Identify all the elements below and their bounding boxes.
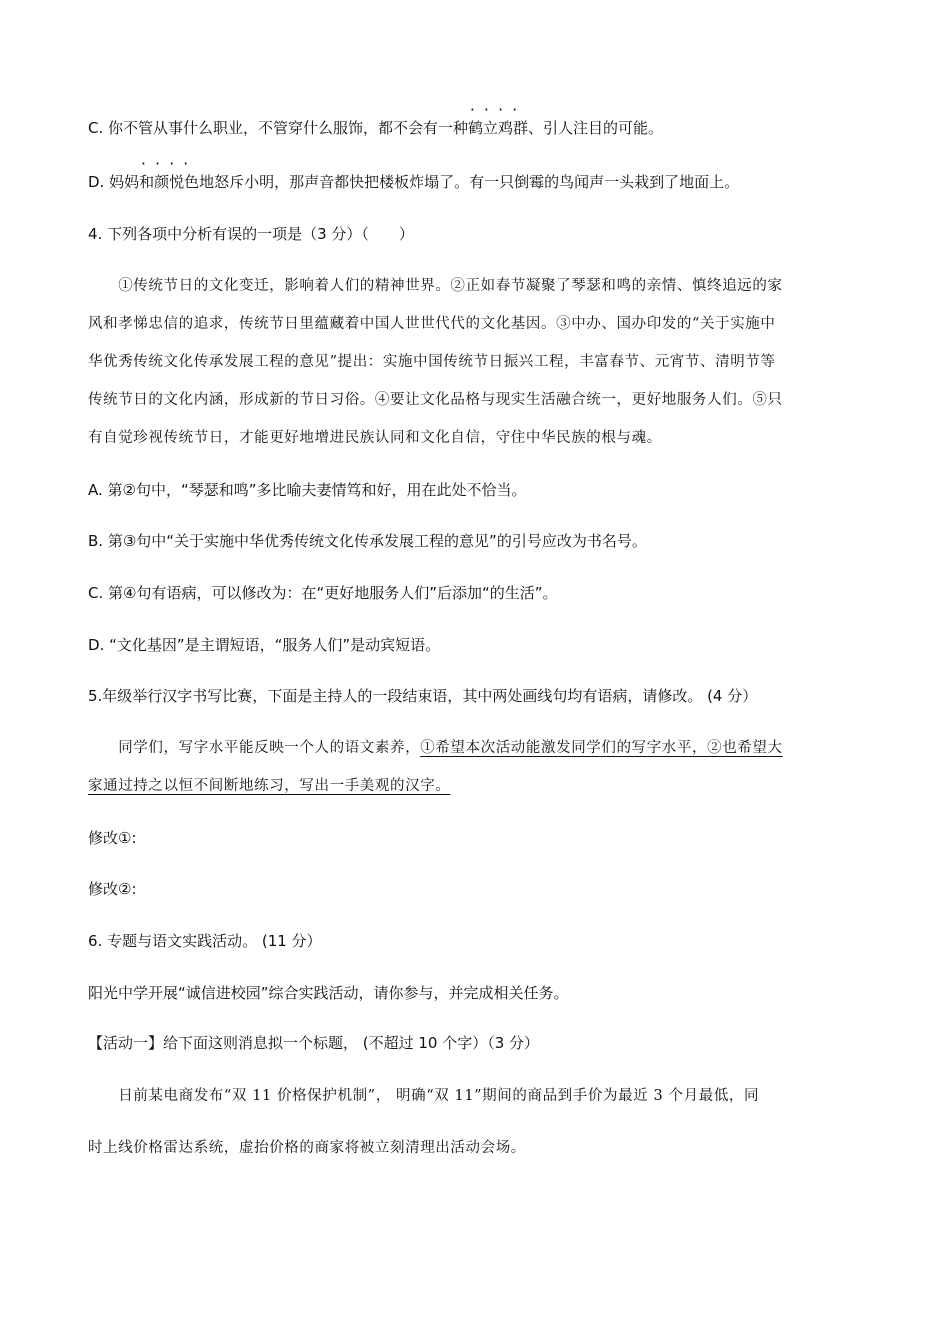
q5-passage-line	[88, 776, 450, 796]
q3-option-c-prefix: C. 你不管从事什么职业，不管穿什么服饰，都不会有一种	[88, 119, 469, 137]
q6-news-line: 日前某电商发布“双 11 价格保护机制”， 明确“双 11”期间的商品到手价为最近 3 个月最低，同	[88, 1088, 760, 1104]
q3-option-c	[88, 100, 664, 138]
q4-option-b: B. 第③句中“关于实施中华优秀传统文化传承发展工程的意见”的引号应改为书名号。	[88, 532, 647, 550]
q6-activity-1: 【活动一】给下面这则消息拟一个标题， (不超过 10 个字）（3 分）	[88, 1034, 540, 1052]
q3-option-d-emphasis: ···· 和颜悦色	[139, 154, 200, 191]
q3-option-d	[88, 154, 740, 192]
q5-fix-1-label: 修改①:	[88, 829, 137, 847]
q4-passage-line: ①传统节日的文化变迁，影响着人们的精神世界。②正如春节凝聚了琴瑟和鸣的亲情、慎终追远的家	[88, 278, 783, 294]
q4-passage-line: 传统节日的文化内涵，形成新的节日习俗。④要让文化品格与现实生活融合统一，更好地服务人们。⑤只	[88, 392, 783, 408]
q4-passage-line: 华优秀传统文化传承发展工程的意见”提出：实施中国传统节日振兴工程，丰富春节、元宵节、清明节等	[88, 354, 776, 370]
q4-passage-line: 有自觉珍视传统节日，才能更好地增进民族认同和文化自信，守住中华民族的根与魂。	[88, 430, 662, 446]
q3-option-d-suffix: 地怒斥小明，那声音都快把楼板炸塌了。有一只倒霉的鸟闻声一头栽到了地面上。	[199, 173, 740, 191]
q4-stem: 4. 下列各项中分析有误的一项是（3 分）（ ）	[88, 225, 414, 243]
q6-news-line: 时上线价格雷达系统，虚抬价格的商家将被立刻清理出活动会场。	[88, 1140, 526, 1156]
q5-underlined-sentence: 家通过持之以恒不间断地练习，写出一手美观的汉字。	[88, 778, 451, 794]
emphasis-dots: ····	[140, 154, 198, 173]
q4-option-a: A. 第②句中，“琴瑟和鸣”多比喻夫妻情笃和好，用在此处不恰当。	[88, 481, 527, 499]
q5-passage-plain: 同学们，写字水平能反映一个人的语文素养，	[88, 740, 421, 756]
q3-option-d-prefix: D. 妈妈	[88, 173, 140, 191]
q4-option-d: D. “文化基因”是主谓短语，“服务人们”是动宾短语。	[88, 636, 441, 654]
q4-passage-line: 风和孝悌忠信的追求，传统节日里蕴藏着中国人世世代代的文化基因。③中办、国办印发的“关于实施中	[88, 316, 776, 332]
q4-option-c: C. 第④句有语病，可以修改为：在“更好地服务人们”后添加“的生活”。	[88, 584, 558, 602]
q5-fix-2-label: 修改②:	[88, 880, 137, 898]
q6-intro: 阳光中学开展“诚信进校园”综合实践活动，请你参与，并完成相关任务。	[88, 984, 569, 1002]
q5-stem: 5.年级举行汉字书写比赛，下面是主持人的一段结束语，其中两处画线句均有语病，请修改。 (4 分）	[88, 687, 758, 705]
q6-stem: 6. 专题与语文实践活动。 (11 分）	[88, 932, 322, 950]
q3-option-c-suffix: 、引人注目的可能。	[528, 119, 664, 137]
emphasis-dots: ····	[469, 100, 527, 119]
q5-passage-line	[88, 738, 783, 758]
q5-underlined-sentence: ①希望本次活动能激发同学们的写字水平，②也希望大	[420, 740, 783, 756]
q3-option-c-emphasis: ···· 鹤立鸡群	[468, 100, 529, 137]
